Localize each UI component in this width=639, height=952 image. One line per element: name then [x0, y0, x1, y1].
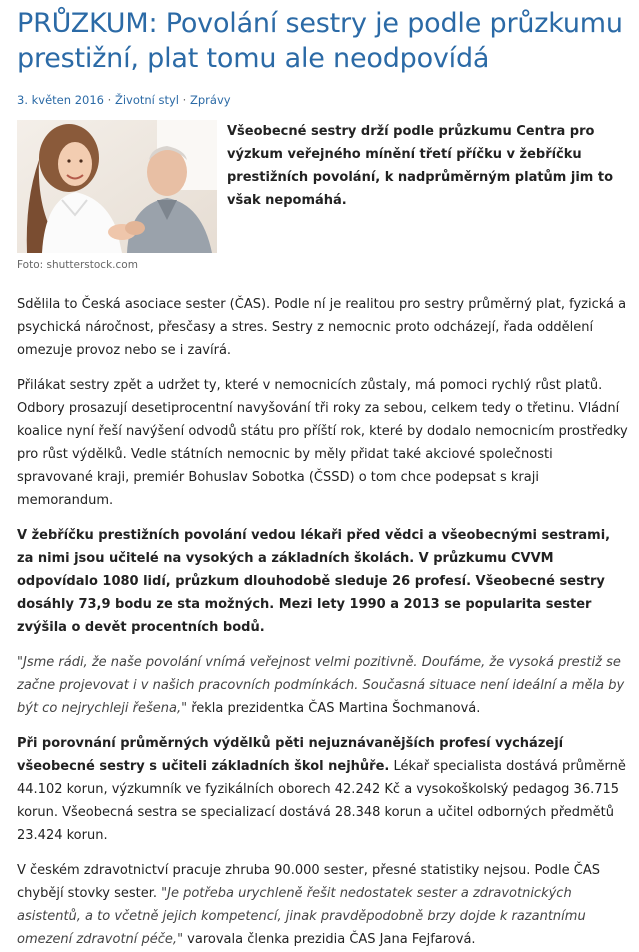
article-date: 3. květen 2016	[17, 93, 104, 107]
paragraph-5-text: Lékař specialista dostává průměrně 44.102 korun, výzkumník ve fyzikálních oborech 42.242 Kč a vysokoškolský pedagog 36.715 korun. Všeobecná sestra se specializací dostává 28.348 korun a učitel odborných předmětů 23.424 korun.	[17, 759, 626, 843]
category-link-news[interactable]: Zprávy	[189, 93, 231, 107]
paragraph-4	[17, 651, 629, 720]
article-lead: Všeobecné sestry drží podle průzkumu Centra pro výzkum veřejného mínění třetí příčku v žebříčku prestižních povolání, k nadprůměrným platům jim to však nepomáhá.	[227, 124, 614, 208]
quote-fejfarova: "Je potřeba urychleně řešit nedostatek sester a zdravotnických asistentů, a to včetně jejich kompetencí, jinak pravděpodobně brzy dojde k razantnímu omezení zdravotní péče,"	[17, 886, 586, 947]
paragraph-6-text: V českém zdravotnictví pracuje zhruba 90.000 sester, přesné statistiky nejsou. Podle ČAS chybějí stovky sester.	[17, 863, 601, 901]
paragraph-2: Přilákat sestry zpět a udržet ty, které v nemocnicích zůstaly, má pomoci rychlý růst platů. Odbory prosazují desetiprocentní navyšování tři roky za sebou, celkem tedy o třetinu. Vládní koalice nyní řeší navýšení odvodů státu pro příští rok, které by dodalo nemocnicím prostředky pro růst výdělků. Vedle státních nemocnic by měly přidat také akciové společnosti spravované kraji, premiér Bohuslav Sobotka (ČSSD) o tom chce podepsat s kraji memorandum.	[17, 378, 628, 508]
meta-separator: ·	[179, 93, 190, 107]
article-title: PRŮZKUM: Povolání sestry je podle průzkumu prestižní, plat tomu ale neodpovídá	[17, 8, 623, 74]
photo-credit: Foto: shutterstock.com	[17, 259, 138, 271]
quote-sochmanova: "Jsme rádi, že naše povolání vnímá veřejnost velmi pozitivně. Doufáme, že vysoká prestiž se začne projevovat i v našich pracovních podmínkách. Současná situace není ideální a měla by být co nejrychleji řešena,"	[17, 655, 625, 716]
article	[0, 6, 639, 951]
article-figure	[17, 120, 217, 272]
article-photo	[17, 120, 217, 253]
quote-attribution: varovala členka prezidia ČAS Jana Fejfarová.	[183, 932, 476, 947]
lead-block	[17, 120, 629, 272]
article-meta	[17, 92, 629, 108]
meta-separator: ·	[103, 93, 115, 107]
paragraph-3: V žebříčku prestižních povolání vedou lékaři před vědci a všeobecnými sestrami, za nimi jsou učitelé na vysokých a základních školách. V průzkumu CVVM odpovídalo 1080 lidí, průzkum dlouhodobě sleduje 26 profesí. Všeobecné sestry dosáhly 73,9 bodu ze sta možných. Mezi lety 1990 a 2013 se popularita sester zvýšila o devět procentních bodů.	[17, 528, 611, 635]
paragraph-1: Sdělila to Česká asociace sester (ČAS). Podle ní je realitou pro sestry průměrný plat, fyzická a psychická náročnost, přesčasy a stres. Sestry z nemocnic proto odcházejí, řada oddělení omezuje provoz nebo se i zavírá.	[17, 297, 627, 358]
category-link-lifestyle[interactable]: Životní styl	[114, 93, 180, 107]
paragraph-5-highlight: Při porovnání průměrných výdělků pěti nejuznávanějších profesí vycházejí všeobecné sestry s učiteli základních škol nejhůře.	[17, 736, 564, 774]
paragraph-6	[17, 859, 629, 951]
paragraph-5	[17, 732, 629, 847]
quote-attribution: řekla prezidentka ČAS Martina Šochmanová.	[187, 701, 481, 716]
